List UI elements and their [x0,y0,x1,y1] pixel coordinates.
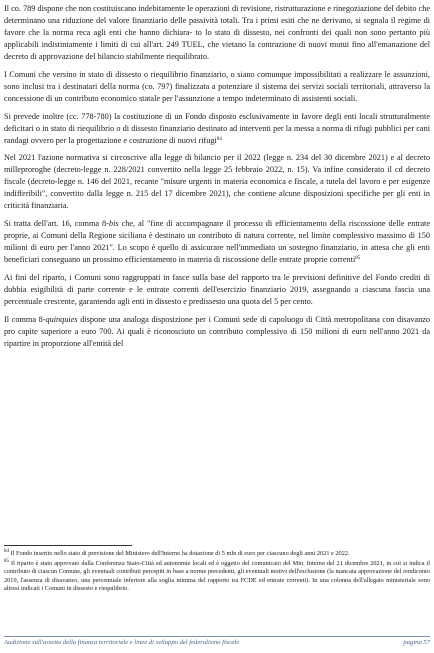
document-body [4,3,430,350]
paragraph-art-16: Si tratta dell'art. 16, comma 8-bis che, al "fine di accompagnare il processo di efficientamento della riscossione delle entrate proprie, ai Comuni della Regione siciliana è destinato un contributo di natura corrente, nel limite complessivo massimo di 150 milioni di euro per l'anno 2021". Lo scopo è quello di assicurare nell'immediato un sostegno finanziario, in attesa che gli enti beneficiari conseguano un prossimo efficientamento in materia di riscossione delle entrate proprie correnti$^{85}$ [4,219,430,265]
page-number-value: 57 [423,639,430,646]
page-footer [4,636,430,649]
footnotes [4,550,430,595]
footnote-number: 84 [4,549,9,554]
page-number [403,639,430,646]
paragraph-comma-8-quinquies: Il comma 8-quinquies dispone una analoga disposizione per i Comuni sede di capoluogo di Città metropolitana con disavanzo pro capite superiore a euro 700. Ai quali è riconosciuto un contributo complessivo di 150 milioni di euro nell'anno 2021 da ripartire in proporzione all'entità del [4,314,430,348]
footnote-ref-85[interactable]: 85 [355,256,361,262]
paragraph-riparto: Ai fini del riparto, i Comuni sono raggruppati in fasce sulla base del rapporto tra le previsioni definitive del Fondo crediti di dubbia esigibilità di parte corrente e le entrate correnti dell'esercizio finanziario 2019, assegnando a ciascuna fascia una percentuale crescente, garantendo agli enti in dissesto e predissesto una quota del 5 per cento. [4,273,430,306]
paragraph-co-789: Il co. 789 dispone che non costituiscano indebitamente le operazioni di revisione, ristrutturazione e rinegoziazione del debito che determinano una riduzione del valore finanziario delle passività totali. Tra i primi esiti che ne derivano, si segnala il regime di favore che la norma reca agli enti che hanno dichiara- to lo stato di dissesto, nei confronti dei quali non sono pertanto più applicabili indistintamente i limiti di cui all'art. 249 TUEL, che vietano la contrazione di nuovi mutui fino all'emanazione del decreto di approvazione del bilancio stabilmente riequilibrato. [4,4,430,61]
paragraph-servizi-sociali: I Comuni che versino in stato di dissesto o riequilibrio finanziario, o siano comunque impossibilitati a realizzare le assunzioni, sono inclusi tra i destinatari della norma (co. 797) finalizzata a potenziare il sistema dei servizi sociali territoriali, attraverso la concessione di un contributo economico statale per l'assunzione a tempo indeterminato di assistenti sociali. [4,69,430,103]
footer-title: Audizione sull'assetto della finanza territoriale e linee di sviluppo del federalismo fiscale [4,639,240,646]
footnote-number: 85 [4,558,9,564]
paragraph-legge-bilancio-2022: Nel 2021 l'azione normativa si circoscrive alla legge di bilancio per il 2022 (legge n. 234 del 30 dicembre 2021) e al decreto milleproroghe (decreto-legge n. 228/2021 convertito nella legge 25 febbraio 2022, n. 15). Va infine considerato il cd decreto fiscale (decreto-legge n. 146 del 2021, recante "misure urgenti in materia economica e fiscale, a tutela del lavoro e per esigenze indifferibili", convertito dalla legge n. 215 del 17 dicembre 2021), che contiene alcune disposizioni specifiche per gli enti in criticità finanziaria. [4,153,430,211]
footnote-84: $^{84}$ Il Fondo inserito nello stato di previsione del Ministero dell'Interno ha dotazione di 5 mln di euro per ciascuno degli anni 2021 e 2022. [4,549,350,557]
footnote-divider [4,545,132,546]
footnote-85: $^{85}$ Il riparto è stato approvato dalla Conferenza Stato-Città ed autonomie locali ed è oggetto del comunicato del Min. Interno del 21 dicembre 2021, in cui si indica il contributo di ciascun Comune, gli eventuali contributi percepiti in base a norme precedenti, gli eventuali motivi dell'esclusione (la mancata approvazione del rendiconto 2019, l'assenza di disavanzo, una percentuale inferiore alla soglia minima del rapporto tra FCDE ed entrate correnti). In una colonna dell'allegato ministeriale sono altresì indicati i Comuni in dissesto e riequilibrio. [4,558,430,593]
page-label: pagina [403,639,422,646]
paragraph-fondo-rifugi: Si prevede inoltre (cc. 778-780) la costituzione di un Fondo disposto esclusivamente in favore degli enti locali strutturalmente deficitari o in stato di riequilibrio o di dissesto finanziario destinato ad interventi per la messa a norma di rifugi pubblici per cani randagi ovvero per la progettazione e costruzione di nuovi rifugi$^{84}$ [4,111,430,145]
footnote-ref-84[interactable]: 84 [216,136,222,142]
